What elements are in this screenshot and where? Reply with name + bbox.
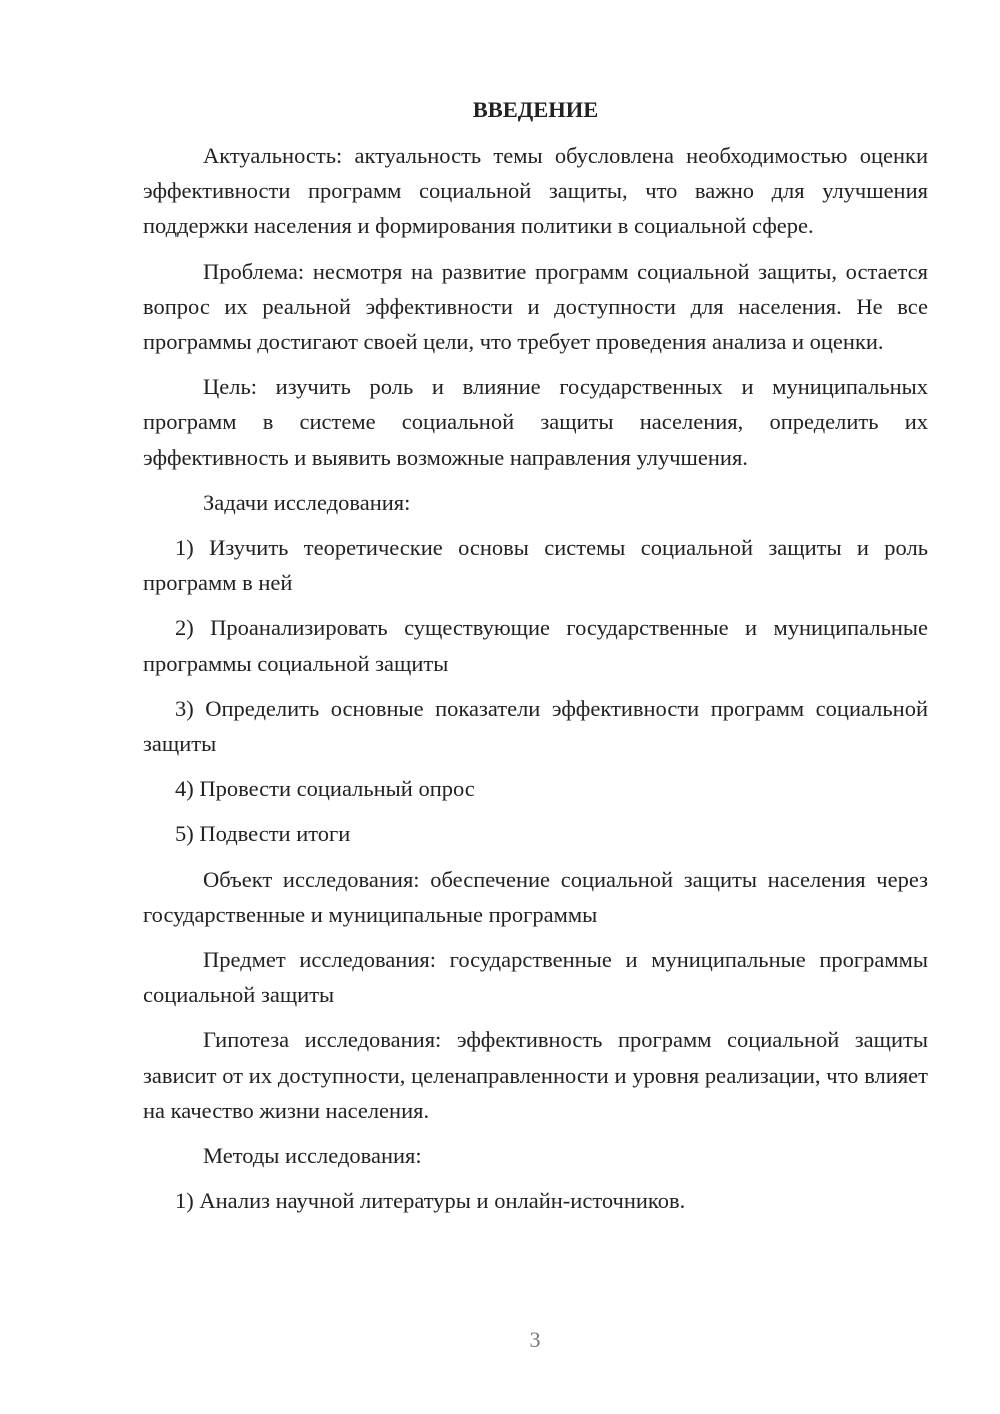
paragraph-goal: Цель: изучить роль и влияние государственных и муниципальных программ в системе социальной защиты населения, определить их эффективность и выявить возможные направления улучшения.: [143, 374, 928, 470]
task-item-1: 1) Изучить теоретические основы системы социальной защиты и роль программ в ней: [143, 535, 928, 596]
paragraph-relevance: Актуальность: актуальность темы обусловлена необходимостью оценки эффективности программ социальной защиты, что важно для улучшения поддержки населения и формирования политики в социальной сфере.: [143, 143, 928, 239]
paragraph-methods-heading: Методы исследования:: [203, 1143, 422, 1169]
document-page: [143, 92, 928, 1228]
task-item-2: 2) Проанализировать существующие государственные и муниципальные программы социальной защиты: [143, 615, 928, 676]
task-item-3: 3) Определить основные показатели эффективности программ социальной защиты: [143, 695, 928, 757]
paragraph-hypothesis: Гипотеза исследования: эффективность программ социальной защиты зависит от их доступности, целенаправленности и уровня реализации, что влияет на качество жизни населения.: [143, 1027, 928, 1123]
paragraph-tasks-heading: Задачи исследования:: [203, 489, 411, 515]
page-number: 3: [529, 1327, 541, 1352]
method-item-1: 1) Анализ научной литературы и онлайн-источников.: [175, 1188, 686, 1214]
paragraph-subject: Предмет исследования: государственные и муниципальные программы социальной защиты: [143, 947, 928, 1008]
task-item-4: 4) Провести социальный опрос: [175, 776, 475, 802]
task-item-5: 5) Подвести итоги: [175, 821, 351, 847]
paragraph-object: Объект исследования: обеспечение социальной защиты населения через государственные и муниципальные программы: [143, 866, 928, 927]
paragraph-problem: Проблема: несмотря на развитие программ социальной защиты, остается вопрос их реальной эффективности и доступности для населения. Не все программы достигают своей цели, что требует проведения анализа и оценки.: [143, 258, 928, 355]
page-title: ВВЕДЕНИЕ: [472, 97, 599, 122]
